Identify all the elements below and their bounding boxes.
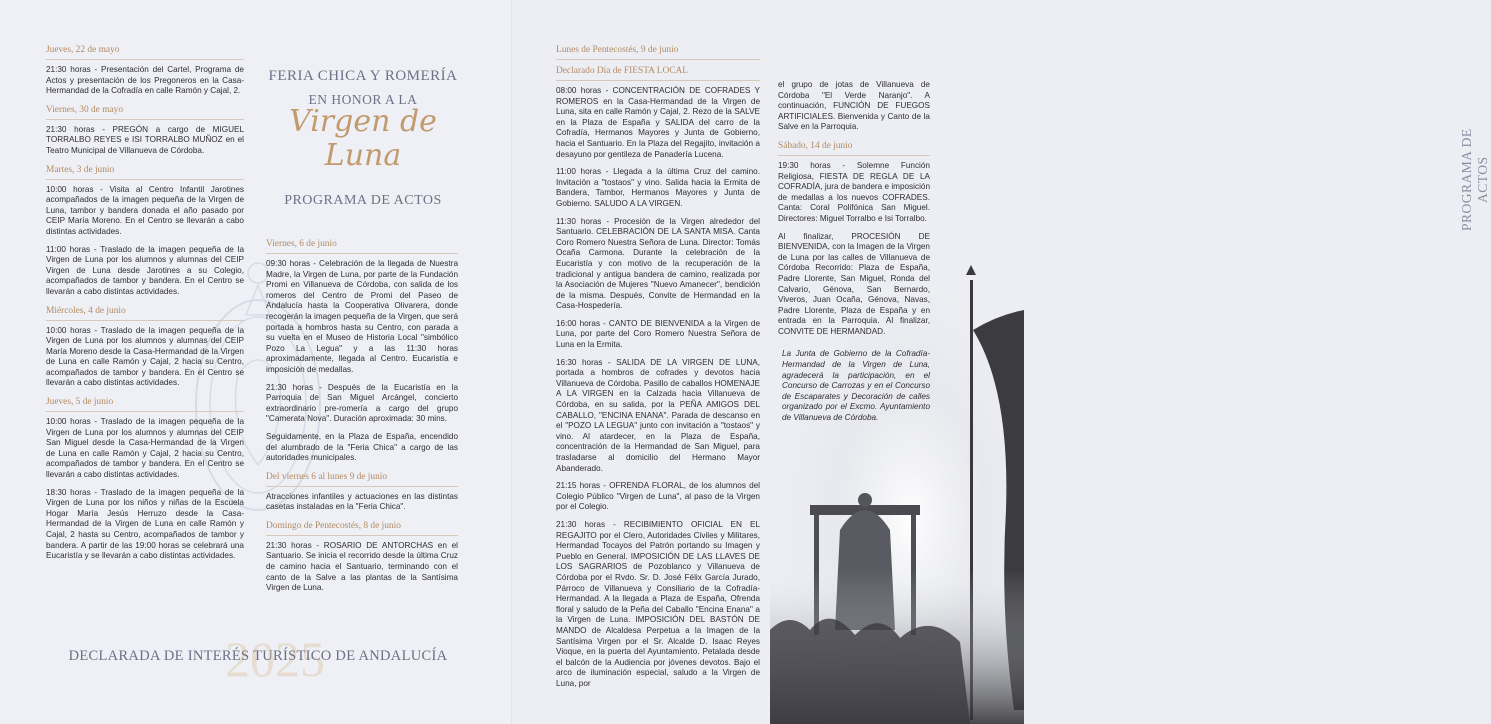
vertical-programa-title: PROGRAMA DE ACTOS <box>1459 128 1490 232</box>
event-text: 21:15 horas - OFRENDA FLORAL, de los alumnos del Colegio Público "Virgen de Luna", al paso de la Virgen por el Colegio. <box>556 481 760 512</box>
event-text: 16:30 horas - SALIDA DE LA VIRGEN DE LUNA, portada a hombros de cofrades y devotos hacia Villanueva de Córdoba. Pasillo de caballos HOMENAJE A LA VIRGEN en la Calzada hacia Villanueva de Córdoba, en su salida, por la PEÑA AMIGOS DEL CABALLO, "ENCINA ENANA". Parada de descanso en el "POZO LA LEGUA" junto con invitación a "tostaos" y vino. Al atardecer, en la Plaza de España, concentración de la Hermandad de San Miguel, para trasladarse al domicilio del Hermano Mayor Abanderado. <box>556 357 760 473</box>
title-line-1: FERIA CHICA Y ROMERÍA <box>268 68 458 84</box>
event-text: 21:30 horas - PREGÓN a cargo de MIGUEL TORRALBO REYES e ISI TORRALBO MUÑOZ en el Teatro Municipal de Villanueva de Córdoba. <box>46 124 244 155</box>
event-date-heading: Jueves, 5 de junio <box>46 396 244 412</box>
event-text: 11:30 horas - Procesión de la Virgen alrededor del Santuario. CELEBRACIÓN DE LA SANTA MISA. Canta Coro Romero Nuestra Señora de Luna. Director: Tomás Ocaña Carmona. Durante la celebración de la Eucaristía y con motivo de la recuperación de la tradicional y antigua bandera de camino, realizada por la Asociación de Mujeres "Nuevo Amanecer", bendición de la misma. Después, Convite de Hermandad en la Casa-Hospedería. <box>556 216 760 311</box>
event-text: 18:30 horas - Traslado de la imagen pequeña de la Virgen de Luna por los niños y niñas de la Escuela Hogar María Jesús Herruzo desde la Casa-Hermandad de la Virgen de Luna en calle Ramón y Cajal, 2 hasta su Centro, acompañados de tambor y bandera. A partir de las 19:00 horas se celebrará una Eucaristía y se llevarán a cabo distintas actividades. <box>46 487 244 561</box>
thanks-note: La Junta de Gobierno de la Cofradía-Hermandad de la Virgen de Luna, agradecerá la participación, en el Concurso de Carrozas y en el Concurso de Escaparates y Decoración de calles organizado por el Excmo. Ayuntamiento de Villanueva de Córdoba. <box>782 349 930 423</box>
event-text: 16:00 horas - CANTO DE BIENVENIDA a la Virgen de Luna, por parte del Coro Romero Nuestra Señora de Luna en la Ermita. <box>556 318 760 350</box>
left-column-2 <box>266 238 458 601</box>
event-text: Al finalizar, PROCESIÓN DE BIENVENIDA, con la Imagen de la Virgen de Luna por las calles de Villanueva de Córdoba Recorrido: Plaza de España, Padre Llorente, San Miguel, Ronda del Calvario, Génova, San Bernardo, Viveros, Juan Ocaña, Génova, Navas, Padre Llorente, Plaza de España y en entrada en la Parroquia. Al finalizar, CONVITE DE HERMANDAD. <box>778 231 930 336</box>
right-column-1 <box>556 44 760 696</box>
declared-interest-banner: DECLARADA DE INTERÉS TURÍSTICO DE ANDALUCÍA <box>68 648 448 664</box>
event-text: 21:30 horas - RECIBIMIENTO OFICIAL EN EL REGAJITO por el Clero, Autoridades Civiles y Militares, Hermandad Tocayos del Patrón portando su Imagen y Pueblo en General. IMPOSICIÓN DE LAS LLAVES DE LOS SAGRARIOS de Pozoblanco y Villanueva de Córdoba por el Rvdo. Sr. D. José Félix García Jurado, Párroco de Villanueva y Consiliario de la Cofradía-Hermandad. A la llegada a Plaza de España, Ofrenda floral y saludo de la Peña del Caballo "Encina Enana" a la Virgen de Luna. IMPOSICIÓN DEL BASTÓN DE MANDO de Alcaldesa Perpetua a la Imagen de la Santísima Virgen por el Sr. Alcalde D. Isaac Reyes Vioque, en la puerta del Ayuntamiento. Petalada desde el balcón de la Audiencia por jóvenes devotos. Bajo el arco de iluminación especial, saludo a la Virgen de Luna, por <box>556 519 760 688</box>
event-date-heading: Miércoles, 4 de junio <box>46 305 244 321</box>
event-text: 10:00 horas - Visita al Centro Infantil Jarotines acompañados de la imagen pequeña de la Virgen de Luna, tambor y bandera donada el año pasado por CEIP María Moreno. En el Centro se llevarán a cabo distintas actividades. <box>46 184 244 236</box>
event-text: el grupo de jotas de Villanueva de Córdoba "El Verde Naranjo". A continuación, FUNCIÓN DE FUEGOS ARTIFICIALES. Bienvenida y Canto de la Salve en la Parroquia. <box>778 80 930 132</box>
event-text: 11:00 horas - Llegada a la última Cruz del camino. Invitación a "tostaos" y vino. Salida hacia la Ermita de Bandera, Tambor, Hermanos Mayores y Junta de Gobierno. SALUDO A LA VIRGEN. <box>556 167 760 208</box>
title-line-2: EN HONOR A LA <box>308 92 418 107</box>
event-date-heading: Declarado Día de FIESTA LOCAL <box>556 65 760 81</box>
event-date-heading: Del viernes 6 al lunes 9 de junio <box>266 471 458 487</box>
right-panel <box>512 0 1490 724</box>
event-date-heading: Viernes, 6 de junio <box>266 238 458 254</box>
event-text: 21:30 horas - Presentación del Cartel, Programa de Actos y presentación de los Pregoneros en la Casa-Hermandad de la Cofradía en calle Ramón y Cajal, 2. <box>46 65 244 96</box>
event-date-heading: Viernes, 30 de mayo <box>46 104 244 120</box>
left-panel <box>0 0 512 724</box>
left-column-1 <box>46 44 244 569</box>
title-script: Virgen de Luna <box>289 104 437 173</box>
event-date-heading: Martes, 3 de junio <box>46 164 244 180</box>
event-text: 10:00 horas - Traslado de la imagen pequeña de la Virgen de Luna por los alumnos y alumnas del CEIP María Moreno desde la Casa-Hermandad de la Virgen de Luna en calle Ramón y Cajal, 2 hacia su Centro, acompañados de tambor y bandera. En el Centro se llevarán a cabo distintas actividades. <box>46 325 244 388</box>
event-text: Seguidamente, en la Plaza de España, encendido del alumbrado de la "Feria Chica" a cargo de las autoridades municipales. <box>266 431 458 463</box>
event-date-heading: Lunes de Pentecostés, 9 de junio <box>556 44 760 60</box>
year-watermark: 2025 <box>225 631 325 687</box>
event-text: 08:00 horas - CONCENTRACIÓN DE COFRADES Y ROMEROS en la Casa-Hermandad de la Virgen de Luna, sita en calle Ramón y Cajal, 2. Rezo de la SALVE en la Plaza de España y SALIDA del carro de la Cofradía, Hermanos Mayores y Junta de Gobierno, hacia el Santuario. En la Plaza del Regajito, invitación a desayuno por gentileza de Panadería Lucena. <box>556 86 760 159</box>
event-text: 21:30 horas - ROSARIO DE ANTORCHAS en el Santuario. Se inicia el recorrido desde la última Cruz de camino hacia el Santuario, terminando con el canto de la Salve a las plantas de la Santísima Virgen de Luna. <box>266 540 458 593</box>
event-text: 11:00 horas - Traslado de la imagen pequeña de la Virgen de Luna por los alumnos y alumnas del CEIP Virgen de Luna desde Jarotines a su Colegio, acompañados de tambor y bandera. En el Centro se llevarán a cabo distintas actividades. <box>46 244 244 296</box>
event-date-heading: Domingo de Pentecostés, 8 de junio <box>266 520 458 536</box>
right-column-2 <box>778 80 930 431</box>
event-date-heading: Jueves, 22 de mayo <box>46 44 244 60</box>
event-text: 09:30 horas - Celebración de la llegada de Nuestra Madre, la Virgen de Luna, por parte de la Fundación Promi en Villanueva de Córdoba, con salida de los romeros del Centro de Promi del Paseo de Andalucía hasta la Cooperativa Olivarera, donde recogerán la imagen pequeña de la Virgen, que será portada a hombros hasta su Centro, con parada a su vuelta en el Museo de Historia Local "simbólico Pozo La Legua" y a las 11:30 horas aproximadamente, llegada al Centro. Eucaristía e imposición de medallas. <box>266 259 458 374</box>
event-text: 19:30 horas - Solemne Función Religiosa, FIESTA DE REGLA DE LA COFRADÍA, jura de bandera e imposición de medallas a los nuevos COFRADES. Canta: Coral Polifónica San Miguel. Directores: Miguel Torralbo e Isi Torralbo. <box>778 160 930 223</box>
event-text: Atracciones infantiles y actuaciones en las distintas casetas instaladas en la "Feria Chica". <box>266 491 458 512</box>
event-text: 10:00 horas - Traslado de la imagen pequeña de la Virgen de Luna por los alumnos y alumnas del CEIP San Miguel desde la Casa-Hermandad de la Virgen de Luna en calle Ramón y Cajal, 2 hacia su Centro, acompañados de tambor y bandera. En el Centro se llevarán a cabo distintas actividades. <box>46 417 244 480</box>
programa-title: PROGRAMA DE ACTOS <box>284 193 442 208</box>
event-date-heading: Sábado, 14 de junio <box>778 140 930 156</box>
event-text: 21:30 horas - Después de la Eucaristía en la Parroquia de San Miguel Arcángel, concierto extraordinario pre-romería a cargo del grupo "Camerata Nova". Duración aproximada: 30 mins. <box>266 382 458 424</box>
